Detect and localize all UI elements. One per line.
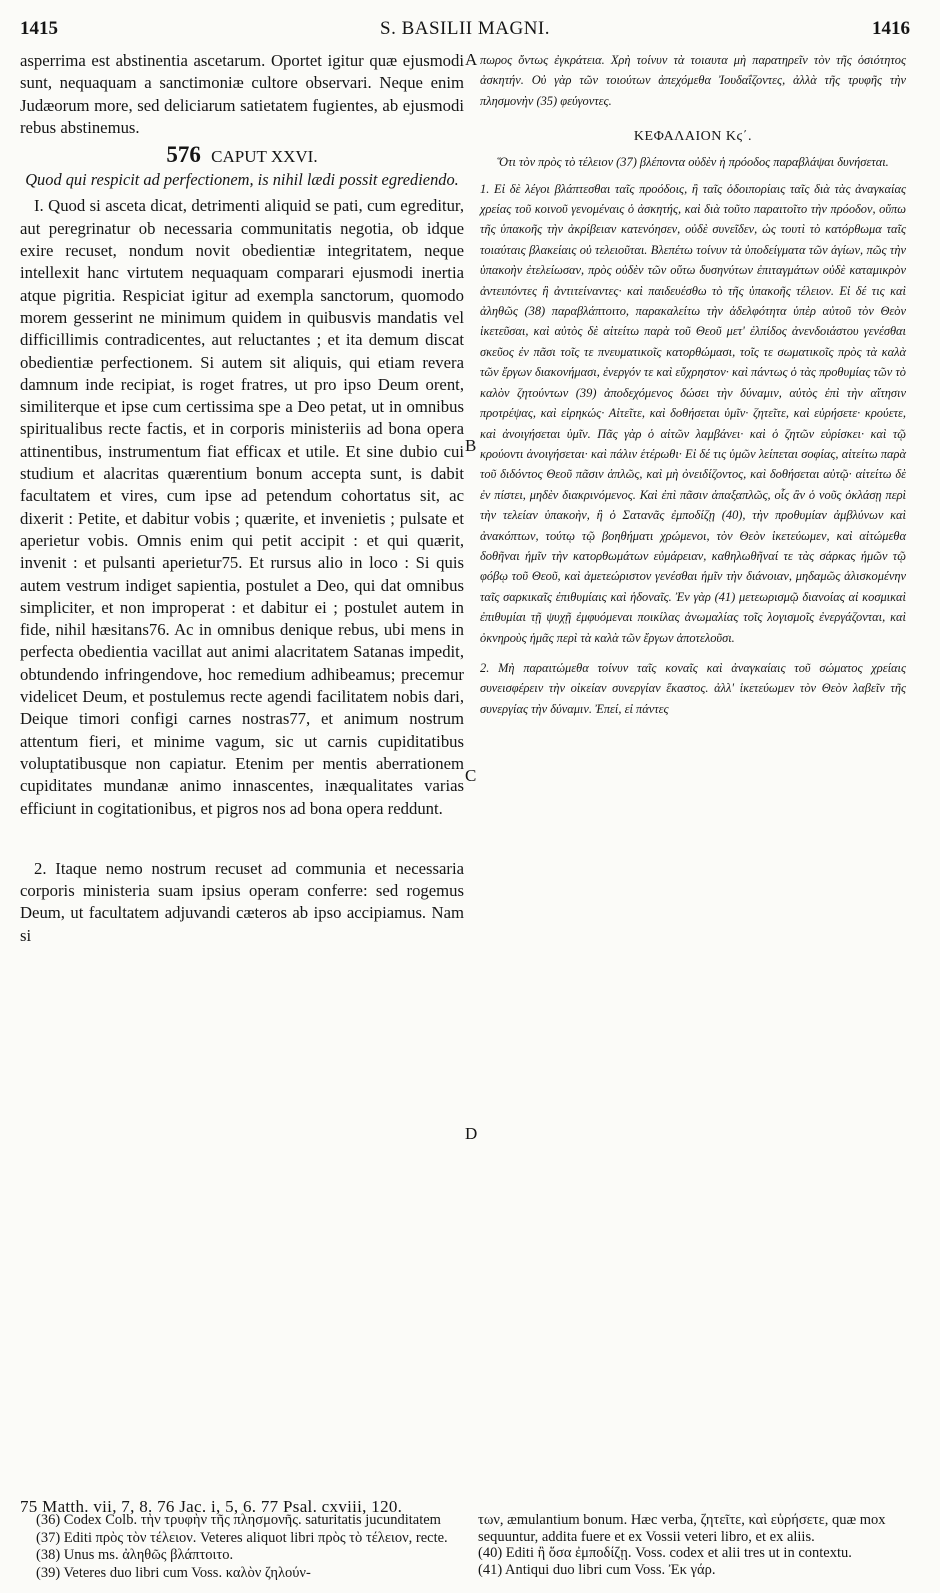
greek-chapter-title: Ὅτι τὸν πρὸς τὸ τέλειον (37) βλέποντα οὐδὲν ἡ πρόοδος παραβλάψαι δυνήσεται. <box>497 154 889 169</box>
caput-heading <box>20 144 464 168</box>
page-number-right: 1416 <box>872 18 910 39</box>
latin-chapter-title: Quod qui respicit ad perfectionem, is nihil lædi possit egrediendo. <box>25 170 459 190</box>
footnote-36: (36) Codex Colb. τὴν τρυφὴν τῆς πλησμονῆς. saturitatis jucunditatem <box>36 1512 441 1528</box>
footnote-39: (39) Veteres duo libri cum Voss. καλὸν ζηλούν- <box>36 1564 311 1581</box>
greek-paragraph-1: 1. Εἰ δὲ λέγοι βλάπτεσθαι ταῖς προόδοις, ἢ ταῖς ὁδοιπορίαις ταῖς διὰ τὰς ἀναγκαίας χρείας τοῦ κοινοῦ γενομέναις ὁ ἀσκητής, καὶ διὰ τοῦτο παραιτοῖτο τὴν πρόοδον, οὔπω τῆς ὑπακοῆς τὴν ἀκρίβειαν κατενόησεν, οὐδὲ συνεῖδεν, ὡς τουτὶ τὸ κατόρθωμα ταῖς τοιαύταις βλακείαις οὐ τελειοῦται. Βλεπέτω τοίνυν τὰ ὑποδείγματα τῶν ἁγίων, πῶς τὴν ὑπακοὴν ἐτελείωσαν, πρὸς οὐδὲν τῶν οὕτω δυσηνύτων ἐπιταγμάτων οὐδὲ καταμικρὸν ἀντειπόντες ἢ ἀντιτείναντες· καὶ παιδευέσθω τὸ τῆς ὑπακοῆς τέλειον. Εἰ δέ τις καὶ ἀληθῶς (38) παραβλάπτοιτο, παρακαλείτω τὴν ἀδελφότητα ὑπὲρ αὐτοῦ τὸν Θεὸν ἱκετεῦσαι, καὶ αὐτὸς δὲ αἰτείτω παρὰ τοῦ Θεοῦ μετ' ἐλπίδος ἀνενδοιάστου γενέσθαι σκεῦος ἐν πᾶσι τοῖς τε πνευματικοῖς κατορθώμασι, τοῖς τε σωματικοῖς πρὸς τὰ καλὰ τῶν ἔργων διακονήμασι, ἐνεργόν τε καὶ εὔχρηστον· καὶ πάντως ὁ τὰς προθυμίας τῶν τὸ καλὸν ζητούντων (39) ἀποδεχόμενος δώσει τὴν δύναμιν, αὐτὸς ἐπὶ τὴν αἴτησιν προτρέψας, καὶ εἰρηκώς· Αἰτεῖτε, καὶ δοθήσεται ὑμῖν· ζητεῖτε, καὶ εὑρήσετε· κρούετε, καὶ ἀνοιγήσεται ὑμῖν. Πᾶς γὰρ ὁ αἰτῶν λαμβάνει· καὶ ὁ ζητῶν εὑρίσκει· καὶ τῷ κρούοντι ἀνοιγήσεται· καὶ πάλιν ἑτέρωθι· Εἰ δέ τις ὑμῶν λείπεται σοφίας, αἰτείτω παρὰ τοῦ διδόντος Θεοῦ πᾶσιν ἁπλῶς, καὶ μὴ ὀνειδίζοντος, καὶ δοθήσεται αὐτῷ· αἰτείτω δὲ ἐν πίστει, μηδὲν διακρινόμενος. Καὶ ἐπὶ πᾶσιν ἁπαξαπλῶς, οἷς ἂν ὁ νοῦς ὀκλάσῃ περὶ τὴν τελείαν ὑπακοὴν, ἢ ὁ Σατανᾶς ἐμποδίζῃ (40), τὴν προθυμίαν ἀμβλύνων καὶ ἀνακόπτων, τούτῳ τῷ βοηθήματι χρώμενοι, τὸν Θεὸν ἱκετεύωμεν, καὶ αἰτώμεθα δοθῆναι ἡμῖν τὴν κατορθωμάτων εὐμάρειαν, καθηλωθῆναί τε τὰς σάρκας ἡμῶν τῷ φόβῳ τοῦ Θεοῦ, καὶ ἀμετεώριστον γενέσθαι ἡμῖν τὴν διάνοιαν, μηδαμῶς ἁλισκομένην ταῖς σαρκικαῖς ἐπιθυμίαις καὶ ἡδοναῖς. Ἐν γὰρ (41) μετεωρισμῷ διανοίας αἱ κοσμικαὶ ἐπιθυμίαι τῇ ψυχῇ ἐμφυόμεναι ποικίλας ἀνωμαλίας τοῖς λογισμοῖς ἐνεργάζονται, καὶ ὀκνηροὺς ἡμᾶς περὶ τὰ καλὰ τῶν ἔργων ἀποτελοῦσι. <box>480 181 906 645</box>
page-number-left: 1415 <box>20 18 58 39</box>
scripture-references: 75 Matth. vii, 7, 8. 76 Jac. i, 5, 6. 77 Psal. cxviii, 120. <box>20 1497 403 1516</box>
footnote-39-continued: των, æmulantium bonum. Hæc verba, ζητεῖτε, καὶ εὑρήσετε, quæ mox sequuntur, addita fuere et ex Vossii veteri libro, et ex aliis. <box>478 1512 886 1545</box>
margin-letter-d: D <box>465 1124 478 1143</box>
greek-intro-text: πωρος ὄντως ἐγκράτεια. Χρὴ τοίνυν τὰ τοιαυτα μὴ παρατηρεῖν τὸν τῆς ὁσιότητος ἀσκητήν. Οὐ γὰρ τῶν τοιούτων ἀπεχόμεθα Ἰουδαΐζοντες, ἀλλὰ τῆς τρυφῆς τὴν πλησμονὴν (35) φεύγοντες. <box>480 53 906 108</box>
footnote-38: (38) Unus ms. ἀληθῶς βλάπτοιτο. <box>36 1547 234 1563</box>
footnote-37: (37) Editi πρὸς τὸν τέλειον. Veteres aliquot libri πρὸς τὸ τέλειον, recte. <box>36 1529 448 1546</box>
caput-label: CAPUT XXVI. <box>211 147 318 167</box>
footnote-41: (41) Antiqui duo libri cum Voss. Ἐκ γάρ. <box>478 1561 716 1578</box>
margin-letter-b: B <box>465 436 477 455</box>
kefalaion-heading: ΚΕΦΑΛΑΙΟΝ Κϛ΄. <box>633 129 753 145</box>
caput-number: 576 <box>166 142 201 168</box>
footnotes-left <box>36 1512 460 1582</box>
margin-letter-c: C <box>465 766 477 785</box>
footnotes-right <box>478 1512 898 1578</box>
running-title: S. BASILII MAGNI. <box>380 18 550 39</box>
latin-paragraph-1: I. Quod si asceta dicat, detrimenti aliquid se pati, cum egreditur, aut peregrinatur ob necessaria communitatis negotia, ob idque exire recuset, nondum novit obedientiæ integritatem, neque intellexit hanc virtutem nequaquam comparari ejusmodi inertia atque pigritia. Respiciat igitur ad exempla sanctorum, quomodo morem gesserint ne minimum quidem in quibusvis mandatis vel difficillimis contradicentes, aut reluctantes ; et ita demum discat obedientiæ perfectionem. Si autem sit aliquis, qui etiam revera damnum inde recipiat, is roget fratres, ut pro ipso Deum orent, similiterque et ipse cum certissima spe a Deo petat, ut in omnibus spiritualibus recte factis, et in corporis ministeriis ad bona opera attinentibus, instrumentum fiat efficax et utile. Et sine dubio cui studium et alacritas quærentium bonum accepta sunt, is dabit facultatem et vires, cum ipse ad petendum cohortatus sit, ac dixerit : Petite, et dabitur vobis ; quærite, et invenietis ; pulsate et aperietur vobis. Omnis enim qui petit accipit : et qui quærit, invenit : et pulsanti aperietur75. Et rursus alio in loco : Si quis autem vestrum indiget sapientia, postulet a Deo, qui dat omnibus simpliciter, et non improperat : et dabitur ei ; postulet autem in fide, nihil hæsitans76. Ac in omnibus denique rebus, ubi mens in perfecta obedientia vacillat aut animi alacritatem Satanas impedit, obtundendo infringendove, hoc remedium adhibeamus; precemur videlicet Deum, et postulemus recte agendi facilitatem nobis dari, Deique timori configi carnes nostras77, et animum nostrum attentum fieri, et minime vagum, sic ut carnis cupiditatibus voluptatibusque non capiatur. Etenim per mentis aberrationem cupiditates mundanæ animo innascentes, inæqualitates varias efficiunt in cogitationibus, et pigros nos ad bona opera reddunt. <box>20 196 464 818</box>
latin-paragraph-2: 2. Itaque nemo nostrum recuset ad communia et necessaria corporis ministeria suam ipsius operam conferre: sed rogemus Deum, ut facultatem adjuvandi cæteros ab ipso accipiamus. Nam si <box>20 858 464 945</box>
greek-paragraph-2: 2. Μὴ παραιτώμεθα τοίνυν ταῖς κοναῖς καὶ ἀναγκαίαις τοῦ σώματος χρείαις συνεισφέρειν τὴν οἰκείαν συνεργίαν ἕκαστος. ἀλλ' ἱκετεύωμεν τὸν Θεὸν λαβεῖν τῆς συνεργίας τὴν δύναμιν. Ἐπεί, εἰ πάντες <box>480 660 906 716</box>
latin-intro-text: asperrima est abstinentia ascetarum. Oportet igitur quæ ejusmodi sunt, nequaquam a sanctimoniæ cultore observari. Neque enim Judæorum more, sed deliciarum satietatem fugientes, ab ejusmodi rebus abstinemus. <box>20 51 464 137</box>
latin-column <box>20 50 464 947</box>
footnote-40: (40) Editi ἢ ὅσα ἐμποδίζῃ. Voss. codex et alii tres ut in contextu. <box>478 1545 852 1561</box>
greek-column <box>480 50 906 719</box>
margin-letter-a: A <box>465 50 478 69</box>
page-header <box>20 18 910 42</box>
